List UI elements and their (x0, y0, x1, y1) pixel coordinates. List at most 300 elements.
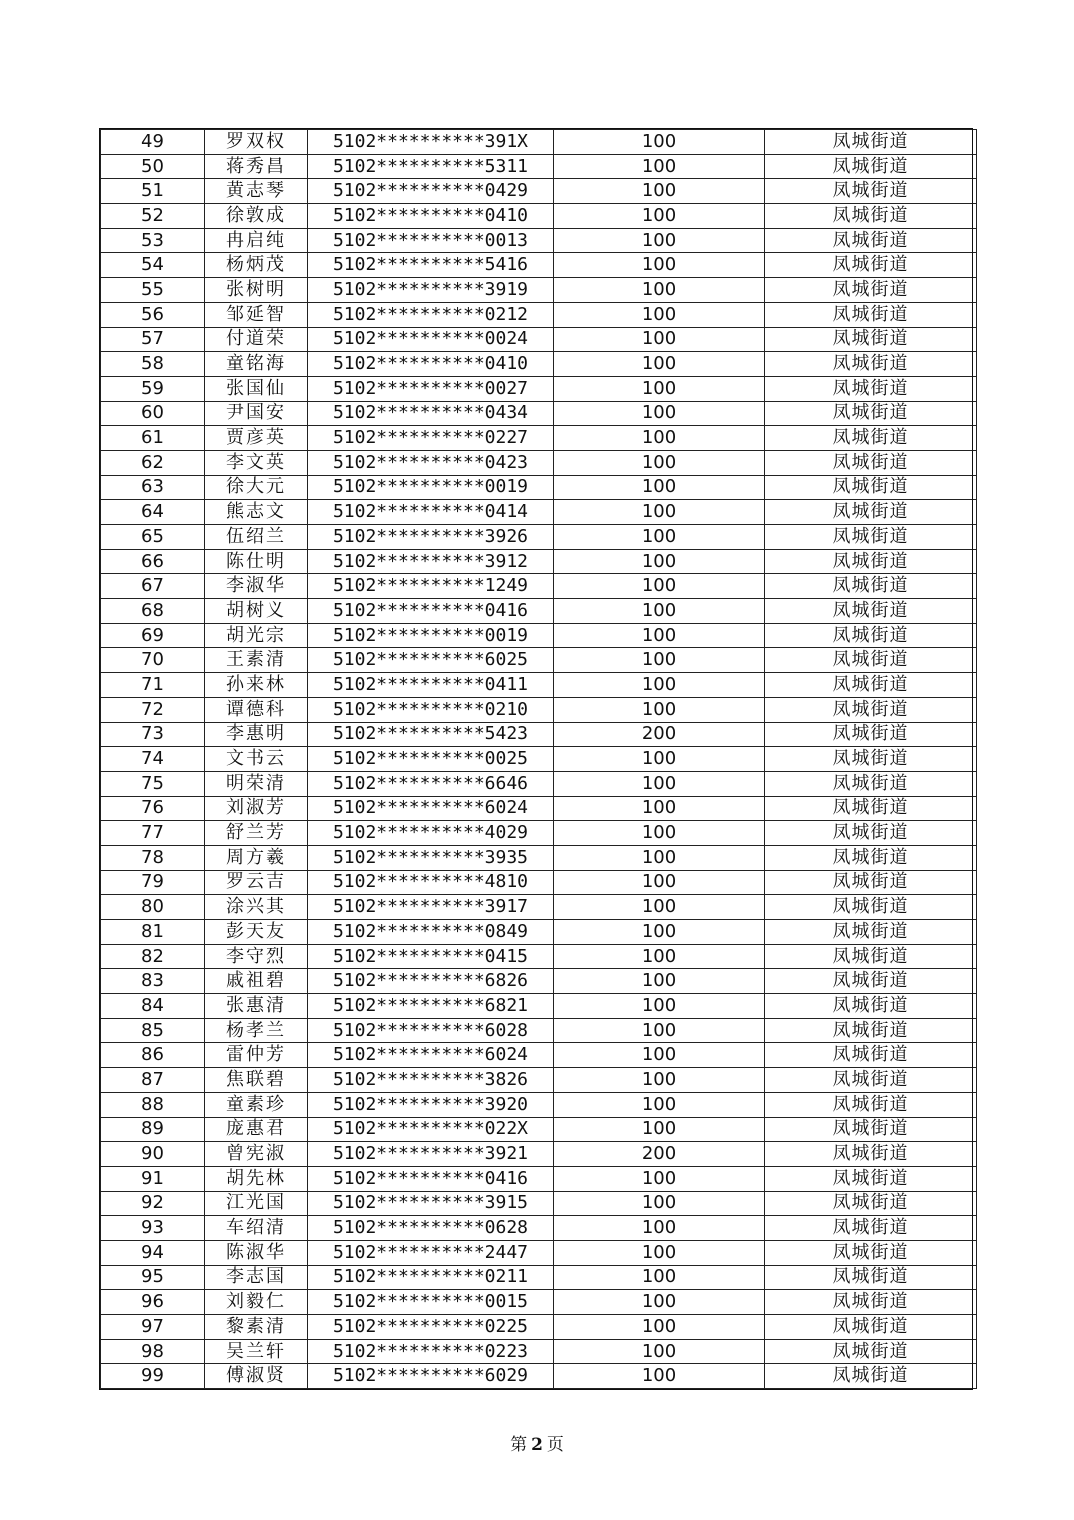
amount-cell: 100 (554, 525, 765, 550)
id-number-cell: 5102**********0015 (308, 1290, 554, 1315)
name-cell: 徐敦成 (205, 204, 308, 229)
name-cell: 文书云 (205, 747, 308, 772)
id-number-cell: 5102**********5416 (308, 253, 554, 278)
amount-cell: 100 (554, 1315, 765, 1340)
id-number-cell: 5102**********2447 (308, 1240, 554, 1265)
street-cell: 凤城街道 (765, 747, 977, 772)
id-number-cell: 5102**********0410 (308, 204, 554, 229)
table-row (101, 697, 977, 722)
id-number-cell: 5102**********0019 (308, 623, 554, 648)
id-number-cell: 5102**********0414 (308, 500, 554, 525)
name-cell: 李守烈 (205, 944, 308, 969)
amount-cell: 100 (554, 1043, 765, 1068)
amount-cell: 100 (554, 1364, 765, 1389)
amount-cell: 100 (554, 1191, 765, 1216)
row-number-cell: 94 (101, 1240, 205, 1265)
table-row (101, 500, 977, 525)
name-cell: 黎素清 (205, 1315, 308, 1340)
amount-cell: 100 (554, 599, 765, 624)
street-cell: 凤城街道 (765, 796, 977, 821)
amount-cell: 100 (554, 821, 765, 846)
name-cell: 李淑华 (205, 574, 308, 599)
name-cell: 张树明 (205, 278, 308, 303)
table-row (101, 1142, 977, 1167)
street-cell: 凤城街道 (765, 154, 977, 179)
name-cell: 车绍清 (205, 1216, 308, 1241)
amount-cell: 100 (554, 278, 765, 303)
row-number-cell: 97 (101, 1315, 205, 1340)
street-cell: 凤城街道 (765, 895, 977, 920)
street-cell: 凤城街道 (765, 1092, 977, 1117)
id-number-cell: 5102**********0227 (308, 426, 554, 451)
row-number-cell: 96 (101, 1290, 205, 1315)
name-cell: 贾彦英 (205, 426, 308, 451)
row-number-cell: 65 (101, 525, 205, 550)
row-number-cell: 73 (101, 722, 205, 747)
row-number-cell: 87 (101, 1068, 205, 1093)
name-cell: 傅淑贤 (205, 1364, 308, 1389)
name-cell: 明荣清 (205, 771, 308, 796)
name-cell: 黄志琴 (205, 179, 308, 204)
row-number-cell: 71 (101, 673, 205, 698)
name-cell: 童素珍 (205, 1092, 308, 1117)
id-number-cell: 5102**********0416 (308, 1166, 554, 1191)
table-row (101, 845, 977, 870)
table-row (101, 450, 977, 475)
table-row (101, 549, 977, 574)
amount-cell: 100 (554, 920, 765, 945)
id-number-cell: 5102**********3912 (308, 549, 554, 574)
id-number-cell: 5102**********0025 (308, 747, 554, 772)
table-row (101, 920, 977, 945)
table-row (101, 1018, 977, 1043)
row-number-cell: 80 (101, 895, 205, 920)
page-label-suffix: 页 (546, 1435, 564, 1455)
table-row (101, 376, 977, 401)
street-cell: 凤城街道 (765, 1043, 977, 1068)
table-row (101, 821, 977, 846)
street-cell: 凤城街道 (765, 376, 977, 401)
amount-cell: 100 (554, 623, 765, 648)
amount-cell: 100 (554, 994, 765, 1019)
row-number-cell: 92 (101, 1191, 205, 1216)
table-row (101, 204, 977, 229)
id-number-cell: 5102**********0212 (308, 302, 554, 327)
amount-cell: 100 (554, 1018, 765, 1043)
beneficiary-table-body (101, 130, 977, 1389)
id-number-cell: 5102**********0024 (308, 327, 554, 352)
row-number-cell: 84 (101, 994, 205, 1019)
street-cell: 凤城街道 (765, 228, 977, 253)
name-cell: 刘淑芳 (205, 796, 308, 821)
street-cell: 凤城街道 (765, 1265, 977, 1290)
name-cell: 罗双权 (205, 130, 308, 155)
amount-cell: 100 (554, 747, 765, 772)
amount-cell: 100 (554, 1290, 765, 1315)
amount-cell: 100 (554, 327, 765, 352)
table-row (101, 179, 977, 204)
name-cell: 舒兰芳 (205, 821, 308, 846)
table-row (101, 1191, 977, 1216)
row-number-cell: 53 (101, 228, 205, 253)
table-row (101, 722, 977, 747)
table-row (101, 895, 977, 920)
id-number-cell: 5102**********0019 (308, 475, 554, 500)
table-row (101, 648, 977, 673)
amount-cell: 100 (554, 475, 765, 500)
id-number-cell: 5102**********0434 (308, 401, 554, 426)
row-number-cell: 86 (101, 1043, 205, 1068)
amount-cell: 100 (554, 228, 765, 253)
table-row (101, 525, 977, 550)
id-number-cell: 5102**********3826 (308, 1068, 554, 1093)
amount-cell: 100 (554, 426, 765, 451)
name-cell: 冉启纯 (205, 228, 308, 253)
row-number-cell: 75 (101, 771, 205, 796)
id-number-cell: 5102**********3915 (308, 1191, 554, 1216)
name-cell: 熊志文 (205, 500, 308, 525)
street-cell: 凤城街道 (765, 327, 977, 352)
id-number-cell: 5102**********3920 (308, 1092, 554, 1117)
name-cell: 吴兰轩 (205, 1339, 308, 1364)
name-cell: 尹国安 (205, 401, 308, 426)
row-number-cell: 57 (101, 327, 205, 352)
name-cell: 付道荣 (205, 327, 308, 352)
name-cell: 李志国 (205, 1265, 308, 1290)
name-cell: 李惠明 (205, 722, 308, 747)
street-cell: 凤城街道 (765, 623, 977, 648)
street-cell: 凤城街道 (765, 179, 977, 204)
amount-cell: 100 (554, 549, 765, 574)
street-cell: 凤城街道 (765, 870, 977, 895)
amount-cell: 100 (554, 1240, 765, 1265)
street-cell: 凤城街道 (765, 1166, 977, 1191)
street-cell: 凤城街道 (765, 253, 977, 278)
name-cell: 庞惠君 (205, 1117, 308, 1142)
table-row (101, 228, 977, 253)
row-number-cell: 77 (101, 821, 205, 846)
row-number-cell: 66 (101, 549, 205, 574)
street-cell: 凤城街道 (765, 1315, 977, 1340)
row-number-cell: 68 (101, 599, 205, 624)
street-cell: 凤城街道 (765, 944, 977, 969)
street-cell: 凤城街道 (765, 574, 977, 599)
name-cell: 江光国 (205, 1191, 308, 1216)
table-row (101, 1240, 977, 1265)
table-row (101, 747, 977, 772)
name-cell: 童铭海 (205, 352, 308, 377)
id-number-cell: 5102**********0423 (308, 450, 554, 475)
table-row (101, 278, 977, 303)
row-number-cell: 95 (101, 1265, 205, 1290)
name-cell: 焦联碧 (205, 1068, 308, 1093)
row-number-cell: 72 (101, 697, 205, 722)
page-footer (0, 1430, 1074, 1455)
name-cell: 陈淑华 (205, 1240, 308, 1265)
street-cell: 凤城街道 (765, 130, 977, 155)
id-number-cell: 5102**********6029 (308, 1364, 554, 1389)
street-cell: 凤城街道 (765, 994, 977, 1019)
street-cell: 凤城街道 (765, 204, 977, 229)
row-number-cell: 69 (101, 623, 205, 648)
row-number-cell: 55 (101, 278, 205, 303)
amount-cell: 200 (554, 722, 765, 747)
id-number-cell: 5102**********0225 (308, 1315, 554, 1340)
name-cell: 王素清 (205, 648, 308, 673)
beneficiary-table (100, 129, 977, 1389)
id-number-cell: 5102**********0027 (308, 376, 554, 401)
amount-cell: 100 (554, 1166, 765, 1191)
name-cell: 杨孝兰 (205, 1018, 308, 1043)
name-cell: 蒋秀昌 (205, 154, 308, 179)
table-row (101, 1364, 977, 1389)
id-number-cell: 5102**********1249 (308, 574, 554, 599)
table-row (101, 1043, 977, 1068)
id-number-cell: 5102**********0415 (308, 944, 554, 969)
table-row (101, 253, 977, 278)
street-cell: 凤城街道 (765, 845, 977, 870)
row-number-cell: 82 (101, 944, 205, 969)
street-cell: 凤城街道 (765, 1142, 977, 1167)
table-row (101, 475, 977, 500)
row-number-cell: 62 (101, 450, 205, 475)
amount-cell: 100 (554, 673, 765, 698)
name-cell: 罗云吉 (205, 870, 308, 895)
id-number-cell: 5102**********0849 (308, 920, 554, 945)
amount-cell: 100 (554, 302, 765, 327)
amount-cell: 100 (554, 771, 765, 796)
id-number-cell: 5102**********3921 (308, 1142, 554, 1167)
street-cell: 凤城街道 (765, 1290, 977, 1315)
row-number-cell: 49 (101, 130, 205, 155)
amount-cell: 100 (554, 944, 765, 969)
name-cell: 陈仕明 (205, 549, 308, 574)
table-row (101, 327, 977, 352)
name-cell: 胡光宗 (205, 623, 308, 648)
street-cell: 凤城街道 (765, 1117, 977, 1142)
page-label-prefix: 第 (510, 1435, 528, 1455)
row-number-cell: 88 (101, 1092, 205, 1117)
id-number-cell: 5102**********6821 (308, 994, 554, 1019)
id-number-cell: 5102**********6024 (308, 796, 554, 821)
amount-cell: 100 (554, 1216, 765, 1241)
street-cell: 凤城街道 (765, 1068, 977, 1093)
street-cell: 凤城街道 (765, 500, 977, 525)
street-cell: 凤城街道 (765, 648, 977, 673)
amount-cell: 100 (554, 376, 765, 401)
street-cell: 凤城街道 (765, 426, 977, 451)
amount-cell: 200 (554, 1142, 765, 1167)
table-row (101, 1068, 977, 1093)
id-number-cell: 5102**********0013 (308, 228, 554, 253)
amount-cell: 100 (554, 895, 765, 920)
street-cell: 凤城街道 (765, 549, 977, 574)
amount-cell: 100 (554, 179, 765, 204)
table-row (101, 1315, 977, 1340)
amount-cell: 100 (554, 697, 765, 722)
row-number-cell: 52 (101, 204, 205, 229)
name-cell: 刘毅仁 (205, 1290, 308, 1315)
table-row (101, 401, 977, 426)
id-number-cell: 5102**********0411 (308, 673, 554, 698)
table-row (101, 994, 977, 1019)
row-number-cell: 70 (101, 648, 205, 673)
row-number-cell: 61 (101, 426, 205, 451)
id-number-cell: 5102**********0628 (308, 1216, 554, 1241)
id-number-cell: 5102**********3917 (308, 895, 554, 920)
amount-cell: 100 (554, 154, 765, 179)
name-cell: 邹延智 (205, 302, 308, 327)
table-row (101, 870, 977, 895)
amount-cell: 100 (554, 796, 765, 821)
street-cell: 凤城街道 (765, 302, 977, 327)
name-cell: 李文英 (205, 450, 308, 475)
id-number-cell: 5102**********6646 (308, 771, 554, 796)
id-number-cell: 5102**********0210 (308, 697, 554, 722)
amount-cell: 100 (554, 870, 765, 895)
row-number-cell: 59 (101, 376, 205, 401)
row-number-cell: 83 (101, 969, 205, 994)
amount-cell: 100 (554, 401, 765, 426)
street-cell: 凤城街道 (765, 525, 977, 550)
id-number-cell: 5102**********0429 (308, 179, 554, 204)
street-cell: 凤城街道 (765, 475, 977, 500)
table-row (101, 771, 977, 796)
id-number-cell: 5102**********5311 (308, 154, 554, 179)
name-cell: 杨炳茂 (205, 253, 308, 278)
street-cell: 凤城街道 (765, 1018, 977, 1043)
row-number-cell: 76 (101, 796, 205, 821)
street-cell: 凤城街道 (765, 278, 977, 303)
row-number-cell: 54 (101, 253, 205, 278)
street-cell: 凤城街道 (765, 352, 977, 377)
street-cell: 凤城街道 (765, 969, 977, 994)
name-cell: 涂兴其 (205, 895, 308, 920)
table-row (101, 944, 977, 969)
table-row (101, 302, 977, 327)
row-number-cell: 60 (101, 401, 205, 426)
id-number-cell: 5102**********022X (308, 1117, 554, 1142)
street-cell: 凤城街道 (765, 821, 977, 846)
id-number-cell: 5102**********6025 (308, 648, 554, 673)
table-row (101, 1117, 977, 1142)
row-number-cell: 74 (101, 747, 205, 772)
amount-cell: 100 (554, 648, 765, 673)
table-row (101, 1166, 977, 1191)
name-cell: 伍绍兰 (205, 525, 308, 550)
name-cell: 彭天友 (205, 920, 308, 945)
name-cell: 周方羲 (205, 845, 308, 870)
row-number-cell: 90 (101, 1142, 205, 1167)
amount-cell: 100 (554, 450, 765, 475)
street-cell: 凤城街道 (765, 722, 977, 747)
id-number-cell: 5102**********391X (308, 130, 554, 155)
table-row (101, 1265, 977, 1290)
amount-cell: 100 (554, 1339, 765, 1364)
street-cell: 凤城街道 (765, 1364, 977, 1389)
name-cell: 谭德科 (205, 697, 308, 722)
name-cell: 张惠清 (205, 994, 308, 1019)
amount-cell: 100 (554, 1068, 765, 1093)
id-number-cell: 5102**********3919 (308, 278, 554, 303)
name-cell: 胡树义 (205, 599, 308, 624)
amount-cell: 100 (554, 574, 765, 599)
row-number-cell: 85 (101, 1018, 205, 1043)
street-cell: 凤城街道 (765, 673, 977, 698)
table-row (101, 599, 977, 624)
amount-cell: 100 (554, 845, 765, 870)
row-number-cell: 81 (101, 920, 205, 945)
table-row (101, 673, 977, 698)
id-number-cell: 5102**********6028 (308, 1018, 554, 1043)
street-cell: 凤城街道 (765, 920, 977, 945)
table-row (101, 352, 977, 377)
id-number-cell: 5102**********4029 (308, 821, 554, 846)
name-cell: 孙来林 (205, 673, 308, 698)
id-number-cell: 5102**********6024 (308, 1043, 554, 1068)
amount-cell: 100 (554, 253, 765, 278)
street-cell: 凤城街道 (765, 697, 977, 722)
name-cell: 徐大元 (205, 475, 308, 500)
amount-cell: 100 (554, 130, 765, 155)
name-cell: 张国仙 (205, 376, 308, 401)
row-number-cell: 79 (101, 870, 205, 895)
page-number: 2 (531, 1435, 543, 1455)
amount-cell: 100 (554, 204, 765, 229)
row-number-cell: 64 (101, 500, 205, 525)
amount-cell: 100 (554, 352, 765, 377)
id-number-cell: 5102**********0416 (308, 599, 554, 624)
street-cell: 凤城街道 (765, 450, 977, 475)
street-cell: 凤城街道 (765, 1339, 977, 1364)
row-number-cell: 56 (101, 302, 205, 327)
row-number-cell: 89 (101, 1117, 205, 1142)
table-row (101, 623, 977, 648)
street-cell: 凤城街道 (765, 1191, 977, 1216)
amount-cell: 100 (554, 1092, 765, 1117)
amount-cell: 100 (554, 1265, 765, 1290)
row-number-cell: 98 (101, 1339, 205, 1364)
row-number-cell: 91 (101, 1166, 205, 1191)
name-cell: 胡先林 (205, 1166, 308, 1191)
id-number-cell: 5102**********0211 (308, 1265, 554, 1290)
id-number-cell: 5102**********3926 (308, 525, 554, 550)
table-row (101, 426, 977, 451)
table-row (101, 1290, 977, 1315)
id-number-cell: 5102**********6826 (308, 969, 554, 994)
name-cell: 雷仲芳 (205, 1043, 308, 1068)
row-number-cell: 50 (101, 154, 205, 179)
table-row (101, 969, 977, 994)
id-number-cell: 5102**********3935 (308, 845, 554, 870)
row-number-cell: 99 (101, 1364, 205, 1389)
table-row (101, 574, 977, 599)
id-number-cell: 5102**********0223 (308, 1339, 554, 1364)
street-cell: 凤城街道 (765, 771, 977, 796)
id-number-cell: 5102**********4810 (308, 870, 554, 895)
table-row (101, 1216, 977, 1241)
table-row (101, 796, 977, 821)
name-cell: 曾宪淑 (205, 1142, 308, 1167)
row-number-cell: 67 (101, 574, 205, 599)
table-row (101, 130, 977, 155)
row-number-cell: 51 (101, 179, 205, 204)
amount-cell: 100 (554, 969, 765, 994)
amount-cell: 100 (554, 500, 765, 525)
table-row (101, 154, 977, 179)
street-cell: 凤城街道 (765, 401, 977, 426)
id-number-cell: 5102**********0410 (308, 352, 554, 377)
